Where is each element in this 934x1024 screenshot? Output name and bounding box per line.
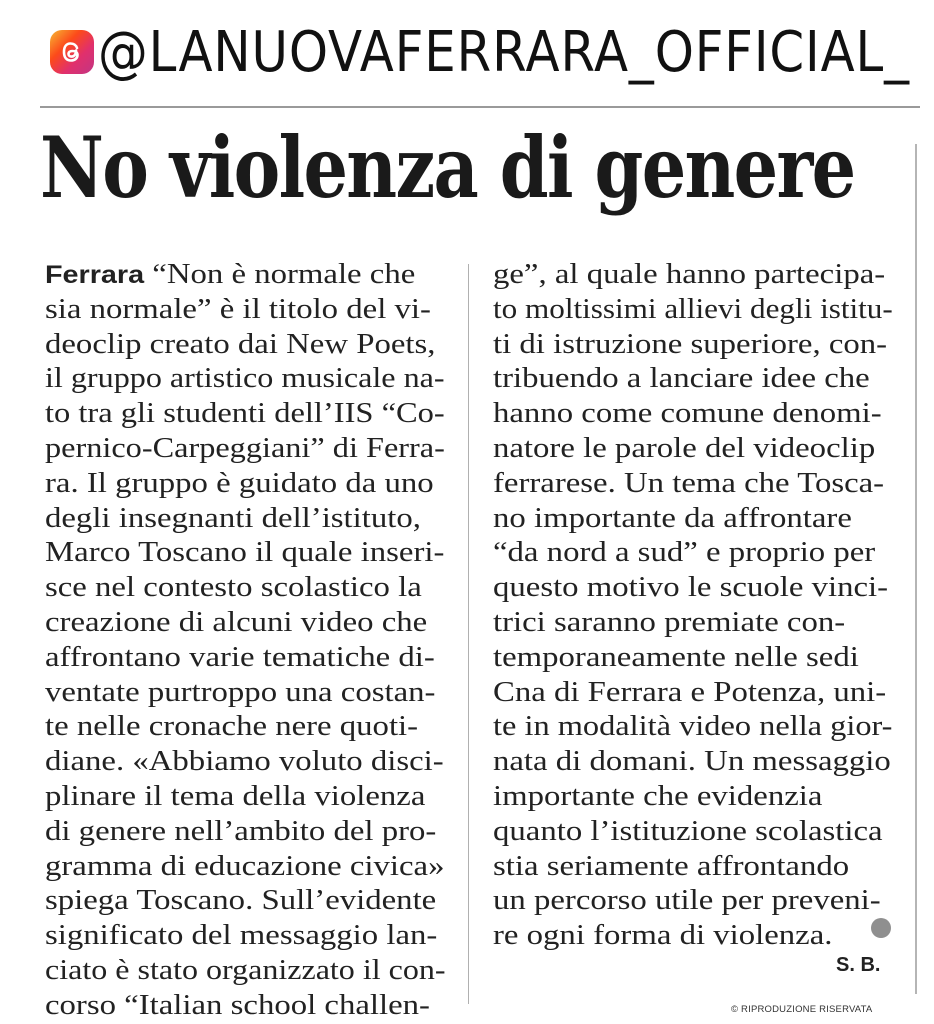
account-handle[interactable]: @LANUOVAFERRARA_OFFICIAL_ xyxy=(98,20,910,85)
instagram-banner xyxy=(0,0,934,100)
text-line: stia seriamente affrontando xyxy=(493,850,850,882)
article-column-left xyxy=(45,258,445,1024)
text-line: diane. «Abbiamo voluto disci- xyxy=(45,746,444,778)
copyright-notice: © RIPRODUZIONE RISERVATA xyxy=(731,1004,873,1015)
top-divider xyxy=(40,106,920,108)
text-line: to tra gli studenti dell’IIS “Co- xyxy=(45,398,445,430)
end-mark-dot xyxy=(871,918,891,938)
text-line: importante che evidenzia xyxy=(493,780,823,812)
text-line: degli insegnanti dell’istituto, xyxy=(45,502,421,534)
text-line: ventate purtroppo una costan- xyxy=(45,676,436,708)
text-line: ciato è stato organizzato il con- xyxy=(45,954,446,986)
text-line: Cna di Ferrara e Potenza, uni- xyxy=(493,676,887,708)
text-line: te nelle cronache nere quoti- xyxy=(45,711,419,743)
text-line: no importante da affrontare xyxy=(493,502,852,534)
text-line: di genere nell’ambito del pro- xyxy=(45,815,437,847)
text-line: ra. Il gruppo è guidato da uno xyxy=(45,467,434,499)
author-initials: S. B. xyxy=(836,954,881,976)
text-line: corso “Italian school challen- xyxy=(45,989,430,1021)
dateline: Ferrara xyxy=(45,261,145,289)
text-line: ferrarese. Un tema che Tosca- xyxy=(493,467,885,499)
text-line: creazione di alcuni video che xyxy=(45,606,428,638)
text-line: to moltissimi allievi degli istitu- xyxy=(493,293,893,325)
text-line: questo motivo le scuole vinci- xyxy=(493,572,889,604)
text-line: te in modalità video nella gior- xyxy=(493,711,893,743)
text-line: hanno come comune denomi- xyxy=(493,398,882,430)
text-line: nata di domani. Un messaggio xyxy=(493,746,891,778)
text-line: spiega Toscano. Sull’evidente xyxy=(45,885,437,917)
article-column-right xyxy=(493,258,893,954)
text-line: quanto l’istituzione scolastica xyxy=(493,815,883,847)
text-line: “da nord a sud” e proprio per xyxy=(493,537,876,569)
threads-glyph xyxy=(56,36,88,68)
text-line: il gruppo artistico musicale na- xyxy=(45,363,445,395)
text-line: sce nel contesto scolastico la xyxy=(45,572,422,604)
threads-icon[interactable] xyxy=(50,30,94,74)
text-line: Marco Toscano il quale inseri- xyxy=(45,537,445,569)
text-line: Ferrara “Non è normale che xyxy=(45,259,416,290)
text-line: tribuendo a lanciare idee che xyxy=(493,363,870,395)
article-headline: No violenza di genere xyxy=(40,118,855,217)
text-line: un percorso utile per preveni- xyxy=(493,885,881,917)
text-line: sia normale” è il titolo del vi- xyxy=(45,293,431,325)
text-line: ge”, al quale hanno partecipa- xyxy=(493,259,886,290)
text-line: trici saranno premiate con- xyxy=(493,606,846,638)
text-line: plinare il tema della violenza xyxy=(45,780,426,812)
text-line: deoclip creato dai New Poets, xyxy=(45,328,436,360)
text-line: ti di istruzione superiore, con- xyxy=(493,328,888,360)
text-line: gramma di educazione civica» xyxy=(45,850,445,882)
text-line: natore le parole del videoclip xyxy=(493,432,876,464)
text-line: significato del messaggio lan- xyxy=(45,920,438,952)
text-line: pernico-Carpeggiani” di Ferra- xyxy=(45,432,445,464)
text-line: affrontano varie tematiche di- xyxy=(45,641,435,673)
text-line: temporaneamente nelle sedi xyxy=(493,641,859,673)
text-line: re ogni forma di violenza. xyxy=(493,920,833,952)
